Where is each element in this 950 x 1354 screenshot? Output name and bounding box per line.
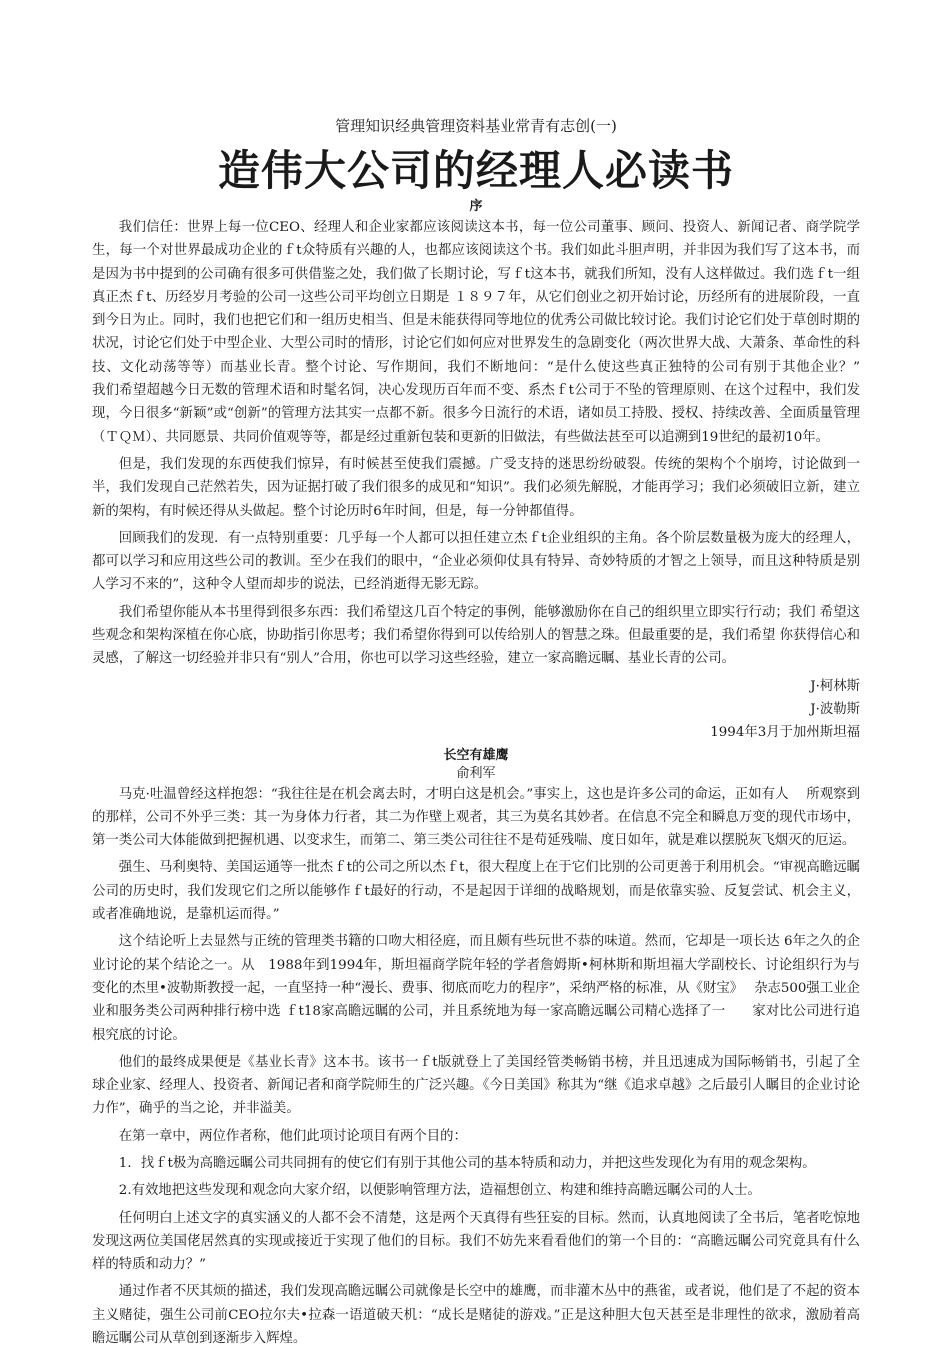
signature-author-1: J·柯林斯 — [810, 678, 860, 694]
essay-heading: 长空有雄鹰 — [443, 747, 509, 763]
essay-paragraph: 通过作者不厌其烦的描述，我们发现高瞻远瞩公司就像是长空中的雄鹰，而非灌木丛中的燕雀，或者说，他们是了不起的资本主义赌徒，强生公司前CEO拉尔夫•拉森一语道破天机：“成长是赌徒的游戏。”正是这种胆大包天甚至是非理性的欲求，激励着高瞻远瞩公司从草创到逐渐步入辉煌。 — [92, 1284, 860, 1347]
essay-paragraph: 马克·吐温曾经这样抱怨：“我往往是在机会离去时，才明白这是机会。”事实上，这也是许多公司的命运，正如有人 所观察到的那样，公司不外乎三类：其一为身体力行者，其二为作壁上观者，其三为莫名其妙者。在信息不完全和瞬息万变的现代市场中，第一类公司大体能做到把握机遇、以变求生，而第二、第三类公司往往不是苟延残喘、度日如年，就是难以摆脱灰飞烟灭的厄运。 — [92, 786, 860, 849]
page-title: 造伟大公司的经理人必读书 — [217, 146, 734, 195]
signature-author-2: J·波勒斯 — [810, 701, 860, 717]
essay-author: 俞利军 — [456, 765, 496, 781]
signature-date-place: 1994年3月于加州斯坦福 — [710, 725, 860, 741]
preface-section — [92, 198, 901, 745]
preface-heading: 序 — [469, 199, 483, 214]
essay-paragraph: 任何明白上述文字的真实涵义的人都不会不清楚，这是两个天真得有些狂妄的目标。然而，认真地阅读了全书后，笔者吃惊地发现这两位美国佬居然真的实现或接近于实现了他们的目标。我们不妨先来看看他们的第一个目的：“高瞻远瞩公司究竟具有什么样的特质和动力？” — [92, 1210, 860, 1273]
essay-paragraph: 在第一章中，两位作者称，他们此项讨论项目有两个目的： — [118, 1128, 467, 1144]
essay-list-item-2: 2.有效地把这些发现和观念向大家介绍，以便影响管理方法，造福想创立、构建和维持高瞻远瞩公司的人士。 — [118, 1183, 761, 1199]
essay-paragraph: 他们的最终成果便是《基业长青》这本书。该书一ｆt版就登上了美国经管类畅销书榜，并且迅速成为国际畅销书，引起了全球企业家、经理人、投资者、新闻记者和商学院师生的广泛兴趣。《今日美国》称其为“继《追求卓越》之后最引人瞩目的企业讨论力作”，确乎的当之论，并非溢美。 — [92, 1054, 860, 1117]
essay-paragraph: 这个结论听上去显然与正统的管理类书籍的口吻大相径庭，而且颇有些玩世不恭的味道。然而，它却是一项长达 6年之久的企业讨论的某个结论之一。从 1988年到1994年，斯坦福商学院年轻的学者詹姆斯•柯林斯和斯坦福大学副校长、讨论组织行为与变化的杰里•波勒斯教授一起，一直坚持一种“漫长、费事、彻底而吃力的程序”，采纳严格的标准，从《财宝》 杂志500强工业企业和服务类公司两种排行榜中选 ｆt18家高瞻远瞩的公司，并且系统地为每一家高瞻远瞩公司精心选择了一 家对比公司进行追根究底的讨论。 — [92, 934, 860, 1043]
series-subtitle: 管理知识经典管理资料基业常青有志创(一) — [335, 117, 617, 135]
essay-section — [92, 747, 860, 1351]
preface-paragraph: 但是，我们发现的东西使我们惊异，有时候甚至使我们震撼。广受支持的迷思纷纷破裂。传统的架构个个崩垮，讨论做到一半，我们发现自己茫然若失，因为证据打破了我们很多的成见和“知识”。我们必须先解脱，才能再学习；我们必须破旧立新，建立新的架构，有时候还得从头做起。整个讨论历时6年时间，但是，每一分钟都值得。 — [92, 456, 860, 519]
essay-paragraph: 强生、马利奥特、美国运通等一批杰ｆt的公司之所以杰ｆt，很大程度上在于它们比别的公司更善于利用机会。“审视高瞻远瞩公司的历史时，我们发现它们之所以能够作ｆt最好的行动，不是起因于详细的战略规划，而是依靠实验、反复尝试、机会主义，或者准确地说，是靠机运而得。” — [92, 860, 860, 923]
preface-paragraph: 我们信任：世界上每一位CEO、经理人和企业家都应该阅读这本书，每一位公司董事、顾问、投资人、新闻记者、商学院学生，每一个对世界最成功企业的ｆt众特质有兴趣的人，也都应该阅读这个书。我们如此斗胆声明，并非因为我们写了这本书，而是因为书中提到的公司确有很多可供借鉴之处，我们做了长期讨论，写ｆt这本书，就我们所知，没有人这样做过。我们选ｆt一组真正杰ｆt、历经岁月考验的公司一这些公司平均创立日期是 １８９７年，从它们创业之初开始讨论，历经所有的进展阶段，一直到今日为止。同时，我们也把它们和一组历史相当、但是未能获得同等地位的优秀公司做比较讨论。我们讨论它们处于草创时期的状况，讨论它们处于中型企业、大型公司时的情形，讨论它们如何应对世界发生的急剧变化（两次世界大战、大萧条、革命性的科技、文化动荡等等）而基业长青。整个讨论、写作期间，我们不断地问：“是什么使这些真正独特的公司有别于其他企业？” 我们希望超越今日无数的管理术语和时髦名饲，决心发现历百年而不变、系杰ｆt公司于不坠的管理原则、在这个过程中，我们发现，今日很多“新颖”或“创新”的管理方法其实一点都不新。很多今日流行的术语，诸如员工持股、授权、持续改善、全面质量管理（ＴＱＭ）、共同愿景、共同价值观等等，都是经过重新包装和更新的旧做法，有些做法甚至可以追溯到19世纪的最初10年。 — [92, 220, 901, 445]
essay-list-item-1: 1．找ｆt极为高瞻远瞩公司共同拥有的使它们有别于其他公司的基本特质和动力，并把这些发现化为有用的观念架构。 — [118, 1155, 816, 1171]
preface-paragraph: 回顾我们的发现．有一点特别重要：几乎每一个人都可以担任建立杰ｆt企业组织的主角。各个阶层数量极为庞大的经理人，都可以学习和应用这些公司的教训。至少在我们的眼中，“企业必须仰仗具有特异、奇妙特质的才智之上领导，而且这种特质是别人学习不来的”，这种令人望而却步的说法，已经消逝得无影无踪。 — [92, 530, 860, 593]
document-page — [92, 114, 901, 1354]
preface-paragraph: 我们希望你能从本书里得到很多东西：我们希望这几百个特定的事例，能够激励你在自己的组织里立即实行行动；我们 希望这些观念和架构深植在你心底，协助指引你思考；我们希望你得到可以传给别人的智慧之珠。但最重要的是，我们希望 你获得信心和灵感，了解这一切经验并非只有“别人”合用，你也可以学习这些经验，建立一家高瞻远瞩、基业长青的公司。 — [92, 604, 860, 667]
